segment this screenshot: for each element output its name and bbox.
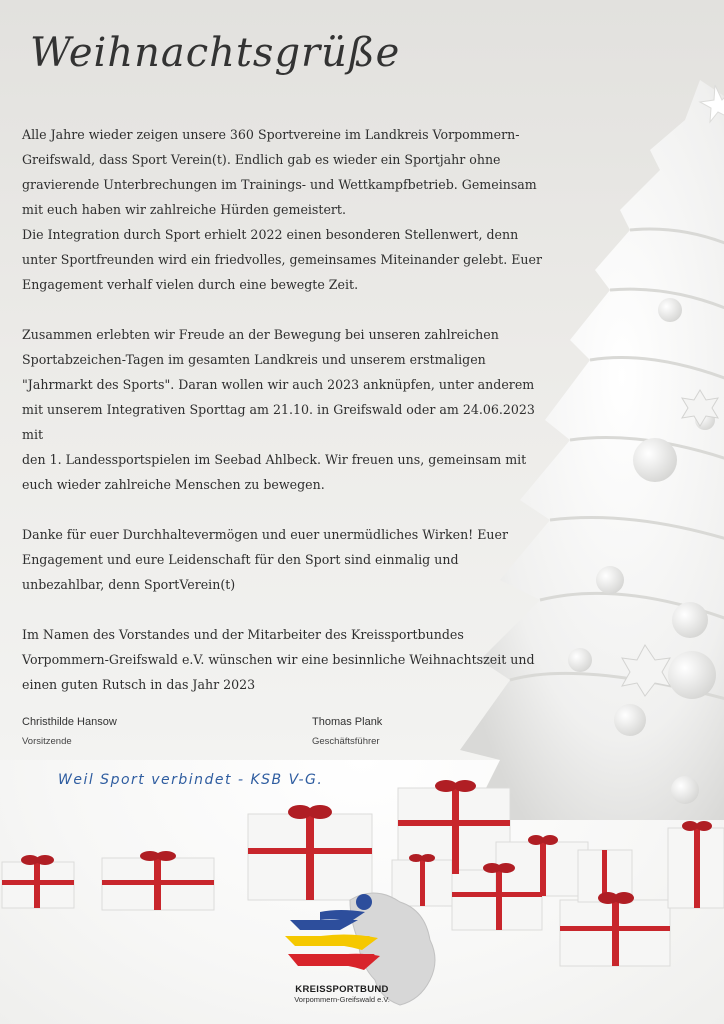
- logo-subtitle: Vorpommern-Greifswald e.V.: [294, 995, 390, 1004]
- paragraph-2: Zusammen erlebten wir Freude an der Bewegung bei unseren zahlreichen Sportabzeichen-Tagen im gesamten Landkreis und unserem erstmaligen "Jahrmarkt des Sports". Daran wollen wir auch 2023 anknüpfen, unter anderem mit unserem Integrativen Sporttag am 21.10. in Greifswald oder am 24.06.2023 mit den 1. Landessportspielen im Seebad Ahlbeck. Wir freuen uns, gemeinsam mit euch wieder zahlreiche Menschen zu bewegen.: [22, 327, 535, 492]
- paragraph-1: Alle Jahre wieder zeigen unsere 360 Sportvereine im Landkreis Vorpommern- Greifswald, dass Sport Verein(t). Endlich gab es wieder ein Sportjahr ohne gravierende Unterbrechungen im Trainings- und Wettkampfbetrieb. Gemeinsam mit euch haben wir zahlreiche Hürden gemeistert. Die Integration durch Sport erhielt 2022 einen besonderen Stellenwert, denn unter Sportfreunden wird ein friedvolles, gemeinsames Miteinander gelebt. Euer Engagement verhalf vielen durch eine bewegte Zeit.: [22, 127, 542, 292]
- signature-managing-director: [312, 716, 382, 747]
- letter-title: Weihnachtsgrüße: [30, 30, 401, 76]
- slogan: Weil Sport verbindet - KSB V-G.: [58, 772, 324, 788]
- letter-body: [22, 122, 542, 722]
- signature-name: Christhilde Hansow: [22, 716, 117, 728]
- signature-name: Thomas Plank: [312, 716, 383, 728]
- paragraph-4: Im Namen des Vorstandes und der Mitarbeiter des Kreissportbundes Vorpommern-Greifswald e.V. wünschen wir eine besinnliche Weihnachtszeit und einen guten Rutsch in das Jahr 2023: [22, 627, 535, 692]
- logo-text: [282, 984, 402, 1004]
- signature-role: Geschäftsführer: [312, 736, 380, 747]
- logo-name: KREISSPORTBUND: [295, 984, 389, 995]
- paragraph-3: Danke für euer Durchhaltevermögen und euer unermüdliches Wirken! Euer Engagement und eure Leidenschaft für den Sport sind einmalig und unbezahlbar, denn SportVerein(t): [22, 527, 509, 592]
- signature-role: Vorsitzende: [22, 736, 72, 747]
- signature-chairwoman: [22, 716, 117, 747]
